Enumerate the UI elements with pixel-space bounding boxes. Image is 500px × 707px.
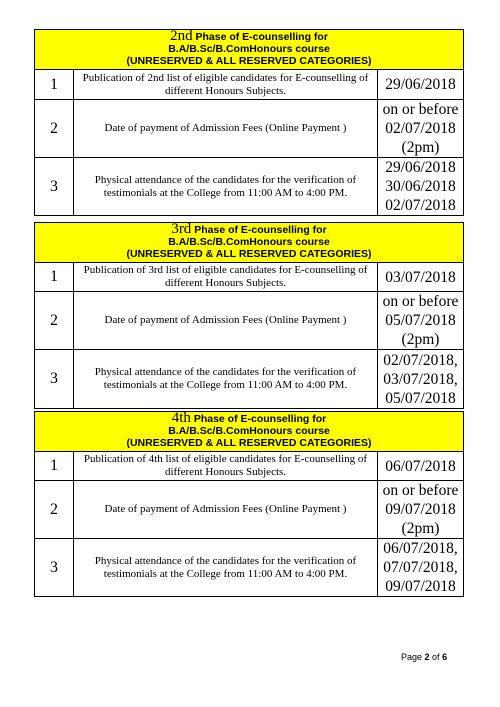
row-number: 1	[35, 452, 74, 481]
course-line: B.A/B.Sc/B.ComHonours course	[168, 43, 330, 55]
table-row	[35, 70, 464, 100]
row-description: Physical attendance of the candidates for the verification of testimonials at the College from 11:00 AM to 4:00 PM.	[74, 539, 378, 597]
date-line: on or before	[382, 101, 459, 118]
phase-ordinal: 2nd	[170, 28, 193, 44]
phase-header	[35, 30, 464, 70]
categories-line: (UNRESERVED & ALL RESERVED CATEGORIES)	[126, 55, 372, 67]
row-date	[378, 263, 464, 292]
table-row	[35, 481, 464, 539]
row-number: 2	[35, 481, 74, 539]
date-line: 07/07/2018,	[383, 559, 458, 576]
row-description: Physical attendance of the candidates for the verification of testimonials at the College from 11:00 AM to 4:00 PM.	[74, 158, 378, 216]
row-date	[378, 100, 464, 158]
date-line: (2pm)	[401, 331, 440, 348]
page-of: of	[429, 652, 443, 662]
phase-title: Phase of E-counselling for	[192, 31, 328, 43]
row-description: Date of payment of Admission Fees (Online Payment )	[74, 100, 378, 158]
row-number: 1	[35, 263, 74, 292]
row-date	[378, 70, 464, 100]
phase-ordinal: 4th	[171, 410, 191, 426]
row-description: Physical attendance of the candidates for the verification of testimonials at the College from 11:00 AM to 4:00 PM.	[74, 350, 378, 409]
date-line: on or before	[382, 293, 459, 310]
date-line: (2pm)	[401, 139, 440, 156]
date-line: 05/07/2018	[385, 389, 456, 407]
course-line: B.A/B.Sc/B.ComHonours course	[168, 425, 330, 437]
row-description: Date of payment of Admission Fees (Online Payment )	[74, 481, 378, 539]
date-line: 30/06/2018	[385, 178, 456, 195]
page-number	[401, 652, 447, 662]
phase-header	[35, 412, 464, 452]
row-date	[378, 539, 464, 597]
date-line: 06/07/2018,	[383, 540, 458, 557]
categories-line: (UNRESERVED & ALL RESERVED CATEGORIES)	[126, 437, 372, 449]
date-line: 02/07/2018	[385, 120, 456, 137]
date-line: 05/07/2018	[385, 312, 456, 329]
phase-table-2nd	[34, 29, 464, 216]
date-line: 02/07/2018	[385, 197, 456, 214]
phase-ordinal: 3rd	[171, 221, 192, 237]
row-number: 3	[35, 350, 74, 409]
phase-table-4th	[34, 411, 464, 597]
date-line: on or before	[382, 482, 459, 499]
row-description: Publication of 4th list of eligible candidates for E-counselling of different Honours Subjects.	[74, 452, 378, 481]
row-number: 3	[35, 158, 74, 216]
page-prefix: Page	[401, 652, 425, 662]
date-line: 02/07/2018,	[383, 351, 458, 369]
row-description: Publication of 2nd list of eligible candidates for E-counselling of different Honours Subjects.	[74, 70, 378, 100]
table-row	[35, 539, 464, 597]
date-line: 29/06/2018	[385, 159, 456, 176]
table-row	[35, 158, 464, 216]
phase-header	[35, 223, 464, 263]
table-row	[35, 452, 464, 481]
row-date	[378, 292, 464, 350]
phase-table-3rd	[34, 222, 464, 409]
page-current: 2	[424, 652, 430, 662]
phase-title: Phase of E-counselling for	[191, 224, 327, 236]
table-row	[35, 100, 464, 158]
row-number: 3	[35, 539, 74, 597]
date-line: (2pm)	[401, 520, 440, 537]
row-number: 2	[35, 100, 74, 158]
date-line: 29/06/2018	[385, 76, 456, 93]
row-number: 1	[35, 70, 74, 100]
row-description: Publication of 3rd list of eligible candidates for E-counselling of different Honours Subjects.	[74, 263, 378, 292]
date-line: 03/07/2018	[385, 268, 456, 286]
row-date	[378, 481, 464, 539]
row-date	[378, 158, 464, 216]
date-line: 09/07/2018	[385, 501, 456, 518]
row-date	[378, 350, 464, 409]
phase-title: Phase of E-counselling for	[190, 413, 327, 425]
table-row	[35, 263, 464, 292]
table-row	[35, 350, 464, 409]
categories-line: (UNRESERVED & ALL RESERVED CATEGORIES)	[126, 248, 372, 260]
row-number: 2	[35, 292, 74, 350]
row-description: Date of payment of Admission Fees (Online Payment )	[74, 292, 378, 350]
table-row	[35, 292, 464, 350]
course-line: B.A/B.Sc/B.ComHonours course	[168, 236, 330, 248]
row-date	[378, 452, 464, 481]
date-line: 06/07/2018	[385, 457, 456, 475]
page-total: 6	[442, 652, 448, 662]
date-line: 09/07/2018	[385, 578, 456, 595]
date-line: 03/07/2018,	[383, 370, 458, 388]
